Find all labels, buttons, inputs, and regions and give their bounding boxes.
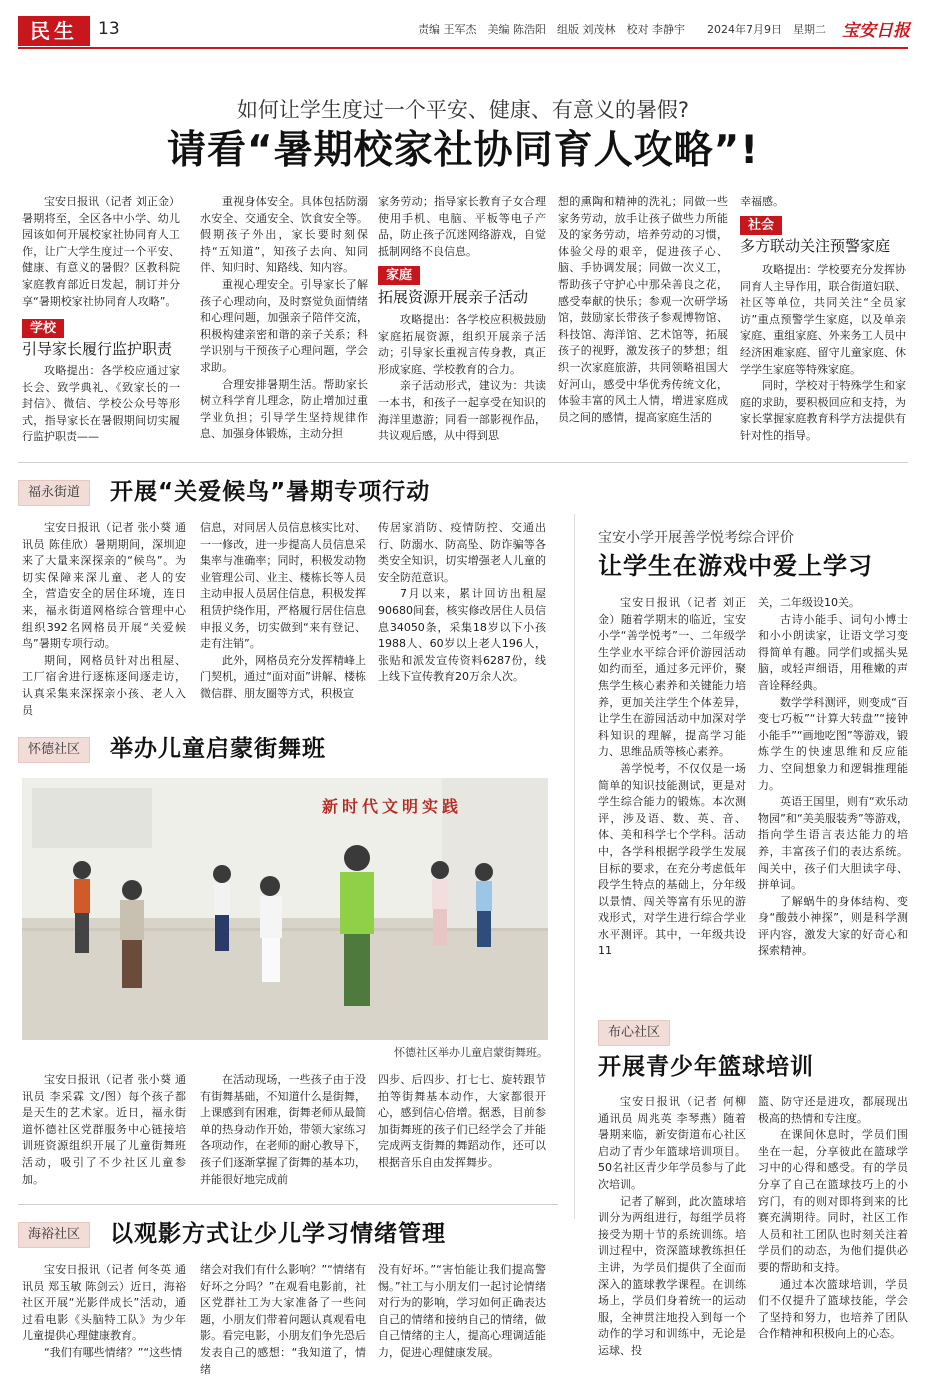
- subhead-school: 引导家长履行监护职责: [22, 340, 173, 358]
- fuyong-headline: 开展“关爱候鸟”暑期专项行动: [110, 479, 431, 505]
- buxin-paragraph: 在课间休息时，学员们围坐在一起，分享彼此在篮球学习中的心得和感受。有的学员分享了自己在篮球技巧上的小窍门，有的则对即将到来的比赛充满期待。同时，社区工作人员和社工团队也时刻关注着学员们的动态，为他们提供必要的帮助和支持。: [758, 1128, 908, 1274]
- lead-col-1b: [22, 363, 180, 446]
- lead-paragraph: 亲子活动形式，建议为：共读一本书，和孩子一起享受在知识的海洋里遨游；同看一部影视作品，共议观后感，从中得到思: [378, 379, 546, 443]
- buxin-paragraph: 宝安日报讯（记者 何柳 通讯员 周兆英 李琴燕）随着暑期来临，新安街道布心社区启动了青少年篮球培训项目。50名社区青少年学员参与了此次培训。: [598, 1095, 746, 1191]
- lead-col-5a: [740, 194, 906, 211]
- school-paragraph: 数学学科测评，则变成“百变七巧板”“计算大转盘”“接钟小能手”“画地吃图”等游戏，锻炼学生的快速思维和反应能力、空间想象力和逻辑推理能力。: [758, 695, 908, 792]
- fuyong-paragraph: 传居家消防、疫情防控、交通出行、防溺水、防高坠、防诈骗等各类安全知识，切实增强老人儿童的安全防范意识。: [378, 521, 546, 584]
- section-divider: [18, 1204, 558, 1205]
- haiyu-paragraph: 绪会对我们有什么影响？”“情绪有好坏之分吗？”在观看电影前，社区党群社工为大家准备了一些问题，小朋友们带着问题认真观看电影。看完电影，小朋友们争先恐后发表自己的感想：“我知道了，情绪: [200, 1263, 366, 1376]
- buxin-paragraph: 篮、防守还是进攻，都展现出极高的热情和专注度。: [758, 1095, 908, 1125]
- lead-paragraph: 重视身体安全。具体包括防溺水安全、交通安全、饮食安全等。假期孩子外出，家长要时刻保持“五知道”，知孩子去向、知同伴、知归时、知路线、知内容。: [200, 195, 368, 275]
- huaide-headline: 举办儿童启蒙街舞班: [110, 736, 326, 762]
- huaide-col-3: [378, 1072, 546, 1172]
- section-badge: 民生: [18, 16, 90, 46]
- huaide-paragraph: 四步、后四步、打七七、旋转跟节拍等街舞基本动作，大家都很开心，感到信心倍增。据悉，目前参加街舞班的孩子们已经学会了并能完成两支街舞的舞蹈动作，还可以根据音乐自由发挥舞步。: [378, 1073, 546, 1169]
- haiyu-col-3: [378, 1262, 546, 1362]
- subhead-family: 拓展资源开展亲子活动: [378, 288, 529, 306]
- lead-paragraph: 家务劳动；指导家长教育子女合理使用手机、电脑、平板等电子产品，防止孩子沉迷网络游戏，自觉抵制网络不良信息。: [378, 195, 546, 258]
- school-paragraph: 古诗小能手、词句小博士和小小朗读家，让语文学习变得简单有趣。同学们或摇头晃脑，或轻声细语，用稚嫩的声音诠释经典。: [758, 612, 908, 692]
- haiyu-paragraph: “我们有哪些情绪？”“这些情: [44, 1345, 183, 1359]
- school-paragraph: 善学悦考，不仅仅是一场简单的知识技能测试，更是对学生综合能力的锻炼。本次测评，涉及语、数、英、音、体、美和科学七个学科。活动中，各学科根据学段学生发展目标的要求，在充分考虑低年段学生特点的基础上，分年级以景情、闯关等富有乐见的游戏形式，对学生进行综合学业水平测评。其中，一年级共设11: [598, 761, 746, 958]
- lead-col-1: [22, 194, 180, 310]
- fuyong-col-2: [200, 520, 366, 703]
- tag-buxin: 布心社区: [598, 1020, 670, 1046]
- page-number: 13: [98, 19, 120, 39]
- tag-haiyu: 海裕社区: [18, 1222, 90, 1248]
- haiyu-col-1: [22, 1262, 186, 1362]
- dance-class-photo: [22, 778, 548, 1040]
- buxin-headline: 开展青少年篮球培训: [598, 1054, 814, 1080]
- photo-illustration: [22, 778, 548, 1040]
- lead-paragraph: 重视心理安全。引导家长了解孩子心理动向，及时察觉负面情绪和心理问题，加强亲子陪伴交流，积极构建亲密和谐的亲子关系；科学识别与干预孩子心理问题，学会求助。: [200, 277, 368, 374]
- lead-col-5: [740, 262, 906, 445]
- school-kicker: 宝安小学开展善学悦考综合评价: [598, 530, 794, 546]
- lead-paragraph: 幸福感。: [740, 195, 784, 208]
- fuyong-paragraph: 此外，网格员充分发挥精峰上门契机，通过“面对面”讲解、楼栋微信群、朋友圈等方式，积极宣: [200, 653, 366, 700]
- fuyong-col-3: [378, 520, 546, 686]
- buxin-paragraph: 通过本次篮球培训，学员们不仅提升了篮球技能，学会了坚持和努力，也培养了团队合作精神和积极向上的心态。: [758, 1277, 908, 1341]
- fuyong-paragraph: 信息，对同居人员信息核实比对、一一修改，进一步提高人员信息采集率与准确率；同时，积极发动物业管理公司、业主、楼栋长等人员主动申报人员居住信息，积极发挥租赁护绕作用，严格履行居住信息申报义务，切实做到“来有登记、走有注销”。: [200, 521, 366, 651]
- haiyu-headline: 以观影方式让少儿学习情绪管理: [110, 1221, 446, 1247]
- haiyu-paragraph: 宝安日报讯（记者 何冬英 通讯员 郑玉敏 陈剑云）近日，海裕社区开展“光影伴成长”活动，通过看电影《头脑特工队》为少年儿童提供心理健康教育。: [22, 1263, 186, 1343]
- lead-paragraph: 攻略提出：各学校应积极鼓励家庭拓展资源，组织开展亲子活动；引导家长重视言传身教，真正形成家庭、学校教育的合力。: [378, 313, 546, 376]
- subhead-society: 多方联动关注预警家庭: [740, 237, 891, 255]
- page-meta: 责编 王军杰 美编 陈浩阳 组版 刘茂林 校对 李静宇 2024年7月9日 星期二: [418, 23, 826, 36]
- buxin-col-1: [598, 1094, 746, 1360]
- buxin-col-2: [758, 1094, 908, 1343]
- haiyu-paragraph: 没有好坏。”“害怕能让我们提高警惕。”社工与小朋友们一起讨论情绪对行为的影响，学习如何正确表达自己的情绪和接纳自己的情绪，做自己情绪的主人，提高心理调适能力，促进心理健康发展。: [378, 1263, 546, 1359]
- paper-logo: 宝安日报: [842, 21, 910, 41]
- lead-col-3b: [378, 312, 546, 445]
- lead-kicker: 如何让学生度过一个平安、健康、有意义的暑假?: [236, 98, 690, 122]
- tag-fuyong: 福永街道: [18, 480, 90, 506]
- tag-society: 社会: [740, 216, 782, 235]
- column-divider: [574, 514, 575, 1219]
- lead-col-4: [558, 194, 728, 426]
- tag-huaide: 怀德社区: [18, 737, 90, 763]
- lead-col-3: [378, 194, 546, 260]
- masthead-rule: [18, 47, 908, 49]
- haiyu-col-2: [200, 1262, 366, 1378]
- school-paragraph: 宝安日报讯（记者 刘正金）随着学期末的临近，宝安小学“善学悦考”一、二年级学生学业水平综合评价游园活动如约而至，通过多元评价，聚焦学生核心素养和关键能力培养，更加关注学生个体差异，让学生在游园活动中加深对学科知识的理解，提高学习能力、思维品质等核心素养。: [598, 596, 746, 759]
- fuyong-paragraph: 7月以来，累计回访出租屋90680间套，核实修改居住人员信息34050条，采集18岁以下小孩1988人、60岁以上老人196人，张贴和派发宣传资料6287份，线上线下宣传教育20万余人次。: [378, 587, 546, 684]
- lead-col-2: [200, 194, 368, 443]
- tag-school: 学校: [22, 319, 64, 338]
- school-paragraph: 英语王国里，则有“欢乐动物园”和“美美服装秀”等游戏，指向学生语言表达能力的培养，丰富孩子们的表达系统。闯关中，孩子们大胆读字母、拼单词。: [758, 795, 908, 892]
- lead-paragraph: 宝安日报讯（记者 刘正金）暑期将至，全区各中小学、幼儿园该如何开展校家社协同育人工作，让广大学生度过一个平安、健康、有意义的暑假？区教科院家庭教育部近日发起，制订并分享“暑期校家社协同育人攻略”。: [22, 195, 180, 308]
- school-col-2: [758, 595, 908, 960]
- lead-paragraph: 合理安排暑期生活。帮助家长树立科学育儿理念，防止增加过重学业负担；引导学生坚持规律作息、加强身体锻炼，主动分担: [200, 377, 368, 441]
- huaide-paragraph: 在活动现场，一些孩子由于没有街舞基础，不知道什么是街舞，上课感到有困难，街舞老师从最简单的热身动作开始，带领大家练习各项动作，在老师的耐心教导下，孩子们逐渐掌握了街舞的基本功，并能很好地完成前: [200, 1073, 366, 1186]
- school-paragraph: 关，二年级设10关。: [758, 596, 860, 609]
- tag-family: 家庭: [378, 266, 420, 285]
- lead-paragraph: 攻略提出：各学校应通过家长会、致学典礼、《致家长的一封信》、微信、学校公众号等形式，指导家长在暑假期间切实履行监护职责——: [22, 364, 180, 444]
- fuyong-paragraph: 期间，网格员针对出租屋、工厂宿舍进行逐栋逐间逐走访，认真采集来深探亲小孩、老人入员: [22, 653, 186, 717]
- lead-paragraph: 攻略提出：学校要充分发挥协同育人主导作用，联合街道妇联、社区等单位，共同关注“全员家访”重点预警学生家庭，以及单亲家庭、重组家庭、外来务工人员中经济困难家庭、留守儿童家庭、休学学生家庭等特殊家庭。: [740, 263, 906, 376]
- huaide-col-2: [200, 1072, 366, 1188]
- buxin-paragraph: 记者了解到，此次篮球培训分为两组进行，每组学员将接受为期十节的系统训练。培训过程中，资深篮球教练担任主讲，为学员们提供了全面而深入的篮球教学课程。在训练场上，学员们身着统一的运动服，全神贯注地投入到每一个动作的学习和训练中，无论是运球、投: [598, 1194, 746, 1357]
- section-divider: [18, 462, 908, 463]
- lead-headline: 请看“暑期校家社协同育人攻略”!: [166, 128, 760, 173]
- lead-paragraph: 想的熏陶和精神的洗礼；同做一些家务劳动，放手让孩子做些力所能及的家务劳动，培养劳动的习惯，体验父母的艰辛，促进孩子心、脑、手协调发展；同做一次义工，帮助孩子守护心中那朵善良之花，感受奉献的快乐；参观一次研学场馆，鼓励家长带孩子参观博物馆、科技馆、海洋馆、艺术馆等，拓展孩子的视野，激发孩子的梦想；组织一次家庭旅游，共同领略祖国大好河山，感受中华优秀传统文化，体验丰富的风土人情，增进家庭成员之间的感情，提高家庭生活的: [558, 195, 728, 424]
- school-paragraph: 了解蜗牛的身体结构、变身“酸鼓小神探”，则是科学测评内容，激发大家的好奇心和探索精神。: [758, 894, 908, 958]
- huaide-paragraph: 宝安日报讯（记者 张小葵 通讯员 李采霖 文/图）每个孩子都是天生的艺术家。近日，福永街道怀德社区党群服务中心链接培训班资源组织开展了儿童街舞班活动，吸引了不少社区儿童参加。: [22, 1073, 186, 1186]
- fuyong-paragraph: 宝安日报讯（记者 张小葵 通讯员 陈佳欣）暑期期间，深圳迎来了大量来深探亲的“候鸟”。为切实保障来深儿童、老人的安全，营造安全的居住环境，连日来，福永街道网格综合管理中心组织392名网格员开展“关爱候鸟”暑期专项行动。: [22, 521, 186, 651]
- lead-paragraph: 同时，学校对于特殊学生和家庭的求助，要积极回应和支持，为家长掌握家庭教育科学方法提供有针对性的指导。: [740, 379, 906, 442]
- huaide-col-1: [22, 1072, 186, 1188]
- photo-caption: 怀德社区举办儿童启蒙街舞班。: [394, 1046, 548, 1059]
- school-headline: 让学生在游戏中爱上学习: [598, 552, 873, 580]
- photo-banner-text: 新时代文明实践: [322, 797, 463, 816]
- fuyong-col-1: [22, 520, 186, 719]
- school-col-1: [598, 595, 746, 960]
- masthead: [0, 0, 926, 50]
